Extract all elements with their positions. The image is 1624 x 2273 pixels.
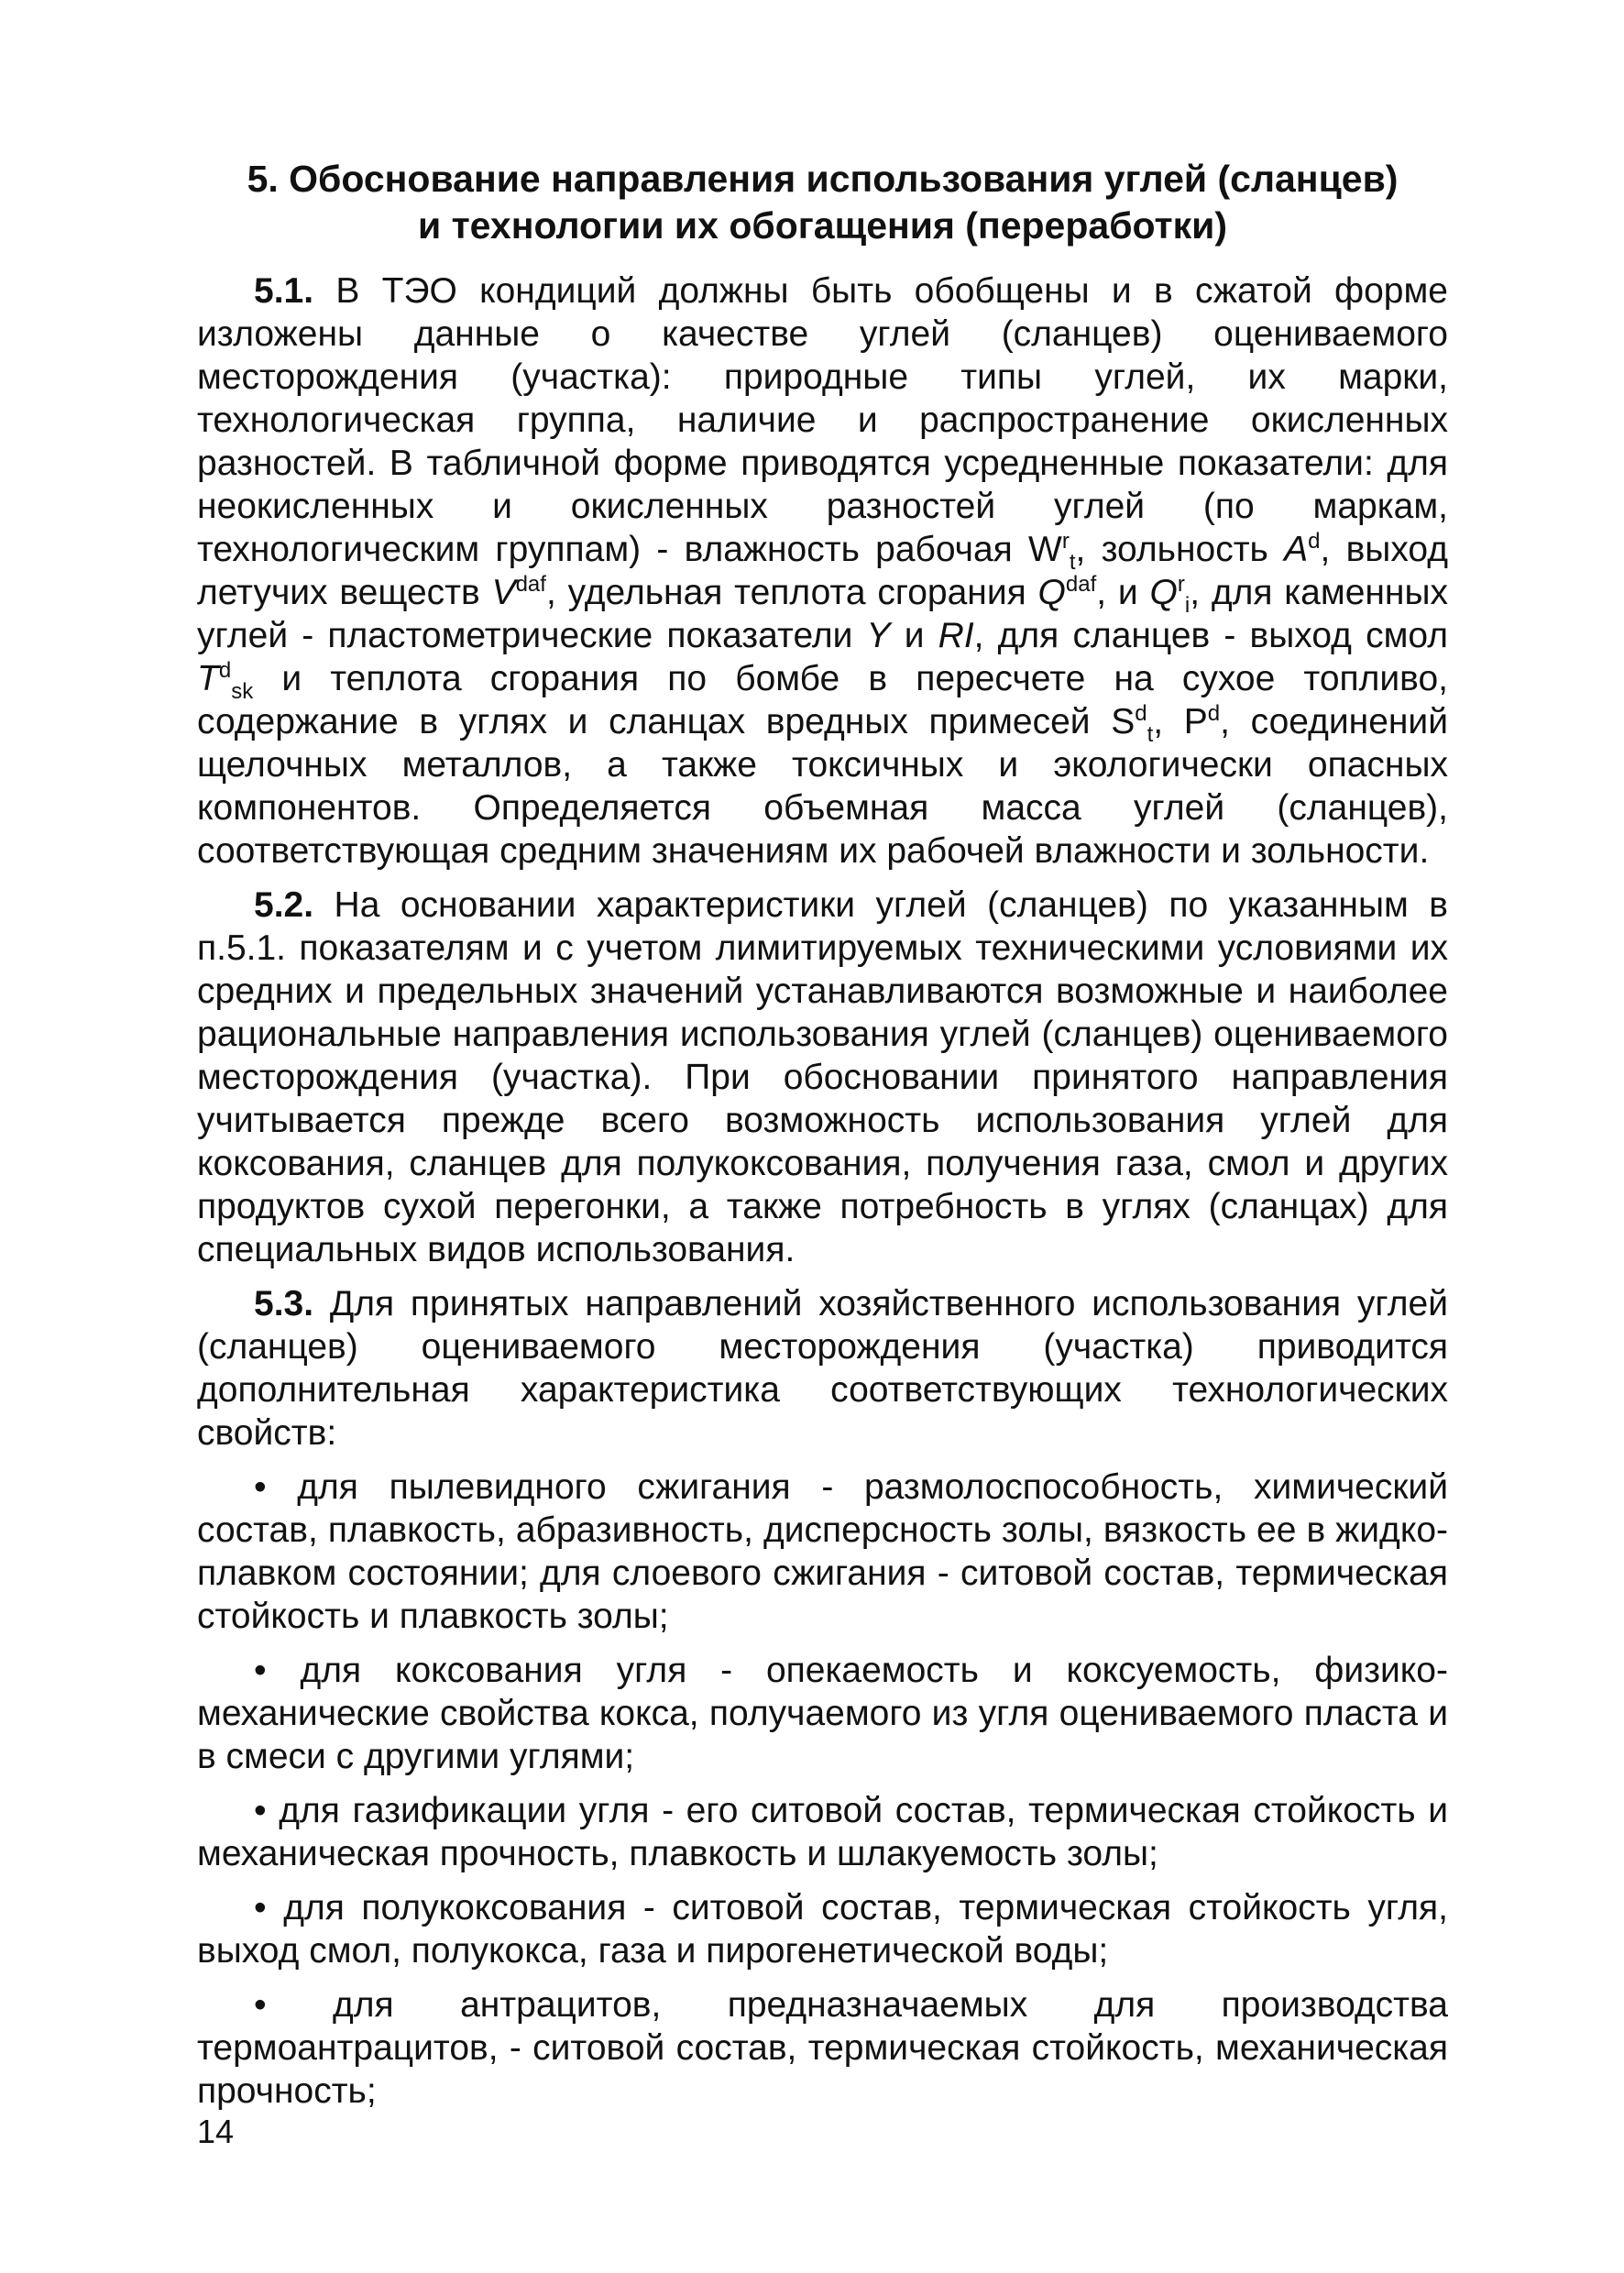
sup: r: [1061, 529, 1070, 554]
text: и теплота сгорания по бомбе в пересчете на сухое топливо, содержание в углях и сланцах вредных примесей: [197, 659, 1448, 741]
text: В ТЭО кондиций должны быть обобщены и в сжатой форме изложены данные о качестве углей (сланцев) оцениваемого месторождения (участка): природные типы углей, их марки, технологическая группа, наличие и распространение окисленных разностей. В табличной форме приводятся усредненные показатели: для неокисленных и окисленных разностей углей (по маркам, технологическим группам) - влажность рабочая: [197, 271, 1448, 569]
text: , для каменных углей - пластометрические показатели: [197, 573, 1448, 655]
sup: daf: [515, 572, 546, 597]
bullet-item: • для полукоксования - ситовой состав, термическая стойкость угля, выход смол, полукокса, газа и пирогенетической воды;: [197, 1888, 1448, 1971]
paragraph-text: Для принятых направлений хозяйственного использования углей (сланцев) оцениваемого месторождения (участка) приводится дополнительная характеристика соответствующих технологических свойств:: [197, 1284, 1448, 1453]
text: , удельная теплота сгорания: [545, 573, 1038, 612]
symbol-s: S: [1111, 702, 1136, 741]
text: , соединений щелочных металлов, а также токсичных и экологически опасных компонентов. Определяется объемная масса углей (сланцев), соответствующая средним значениям их рабочей влажности и зольности.: [197, 702, 1448, 871]
paragraph-number: 5.3.: [254, 1284, 314, 1323]
paragraph-5-2: [197, 884, 1448, 1271]
sup: d: [1207, 701, 1221, 726]
sup: d: [1308, 529, 1321, 554]
sub: t: [1069, 549, 1076, 575]
symbol-w: W: [1028, 530, 1062, 569]
sup: daf: [1065, 572, 1097, 597]
sup: d: [218, 658, 232, 683]
text: , выход летучих веществ: [197, 530, 1448, 612]
symbol-y: Y: [866, 616, 891, 655]
bullet-item: • для газификации угля - его ситовой состав, термическая стойкость и механическая прочность, плавкость и шлакуемость золы;: [197, 1791, 1448, 1873]
text: , зольность: [1075, 530, 1285, 569]
bullet-item: • для антрацитов, предназначаемых для производства термоантрацитов, - ситовой состав, термическая стойкость, механическая прочность;: [197, 1985, 1448, 2111]
sup: r: [1177, 572, 1185, 597]
symbol-a: A: [1284, 530, 1309, 569]
section-title: [197, 156, 1448, 249]
page-number: 14: [197, 2113, 235, 2150]
symbol-q: Q: [1037, 573, 1066, 612]
text: и: [890, 616, 938, 655]
sup: d: [1135, 701, 1147, 726]
text: , для сланцев - выход смол: [973, 616, 1448, 655]
bullet-item: • для пылевидного сжигания - размолоспособность, химический состав, плавкость, абразивность, дисперсность золы, вязкость ее в жидко-плавком состоянии; для слоевого сжигания - ситовой состав, термическая стойкость и плавкость золы;: [197, 1467, 1448, 1636]
paragraph-number: 5.2.: [254, 885, 314, 925]
paragraph-5-3: [197, 1282, 1448, 1455]
text: ,: [1153, 702, 1184, 741]
sub: i: [1184, 592, 1191, 618]
symbol-t: T: [197, 659, 219, 698]
sub: sk: [231, 678, 254, 704]
symbol-q-r: Q: [1149, 573, 1178, 612]
paragraph-number: 5.1.: [254, 271, 314, 311]
section-title-line-1: 5. Обоснование направления использования углей (сланцев): [247, 158, 1399, 200]
symbol-p: P: [1183, 702, 1208, 741]
page-content: [197, 156, 1448, 2124]
bullet-item: • для коксования угля - опекаемость и коксуемость, физико-механические свойства кокса, получаемого из угля оцениваемого пласта и в смеси с другими углями;: [197, 1651, 1448, 1776]
text: , и: [1096, 573, 1150, 612]
symbol-ri: RI: [938, 616, 974, 655]
sub: t: [1147, 721, 1154, 747]
paragraph-5-1: [197, 269, 1448, 873]
paragraph-text: На основании характеристики углей (сланцев) по указанным в п.5.1. показателям и с учетом лимитируемых техническими условиями их средних и предельных значений устанавливаются возможные и наиболее рациональные направления использования углей (сланцев) оцениваемого месторождения (участка). При обосновании принятого направления учитывается прежде всего возможность использования углей для коксования, сланцев для полукоксования, получения газа, смол и других продуктов сухой перегонки, а также потребность в углях (сланцах) для специальных видов использования.: [197, 885, 1448, 1269]
symbol-v: V: [491, 573, 516, 612]
section-title-line-2: и технологии их обогащения (переработки): [417, 204, 1228, 247]
